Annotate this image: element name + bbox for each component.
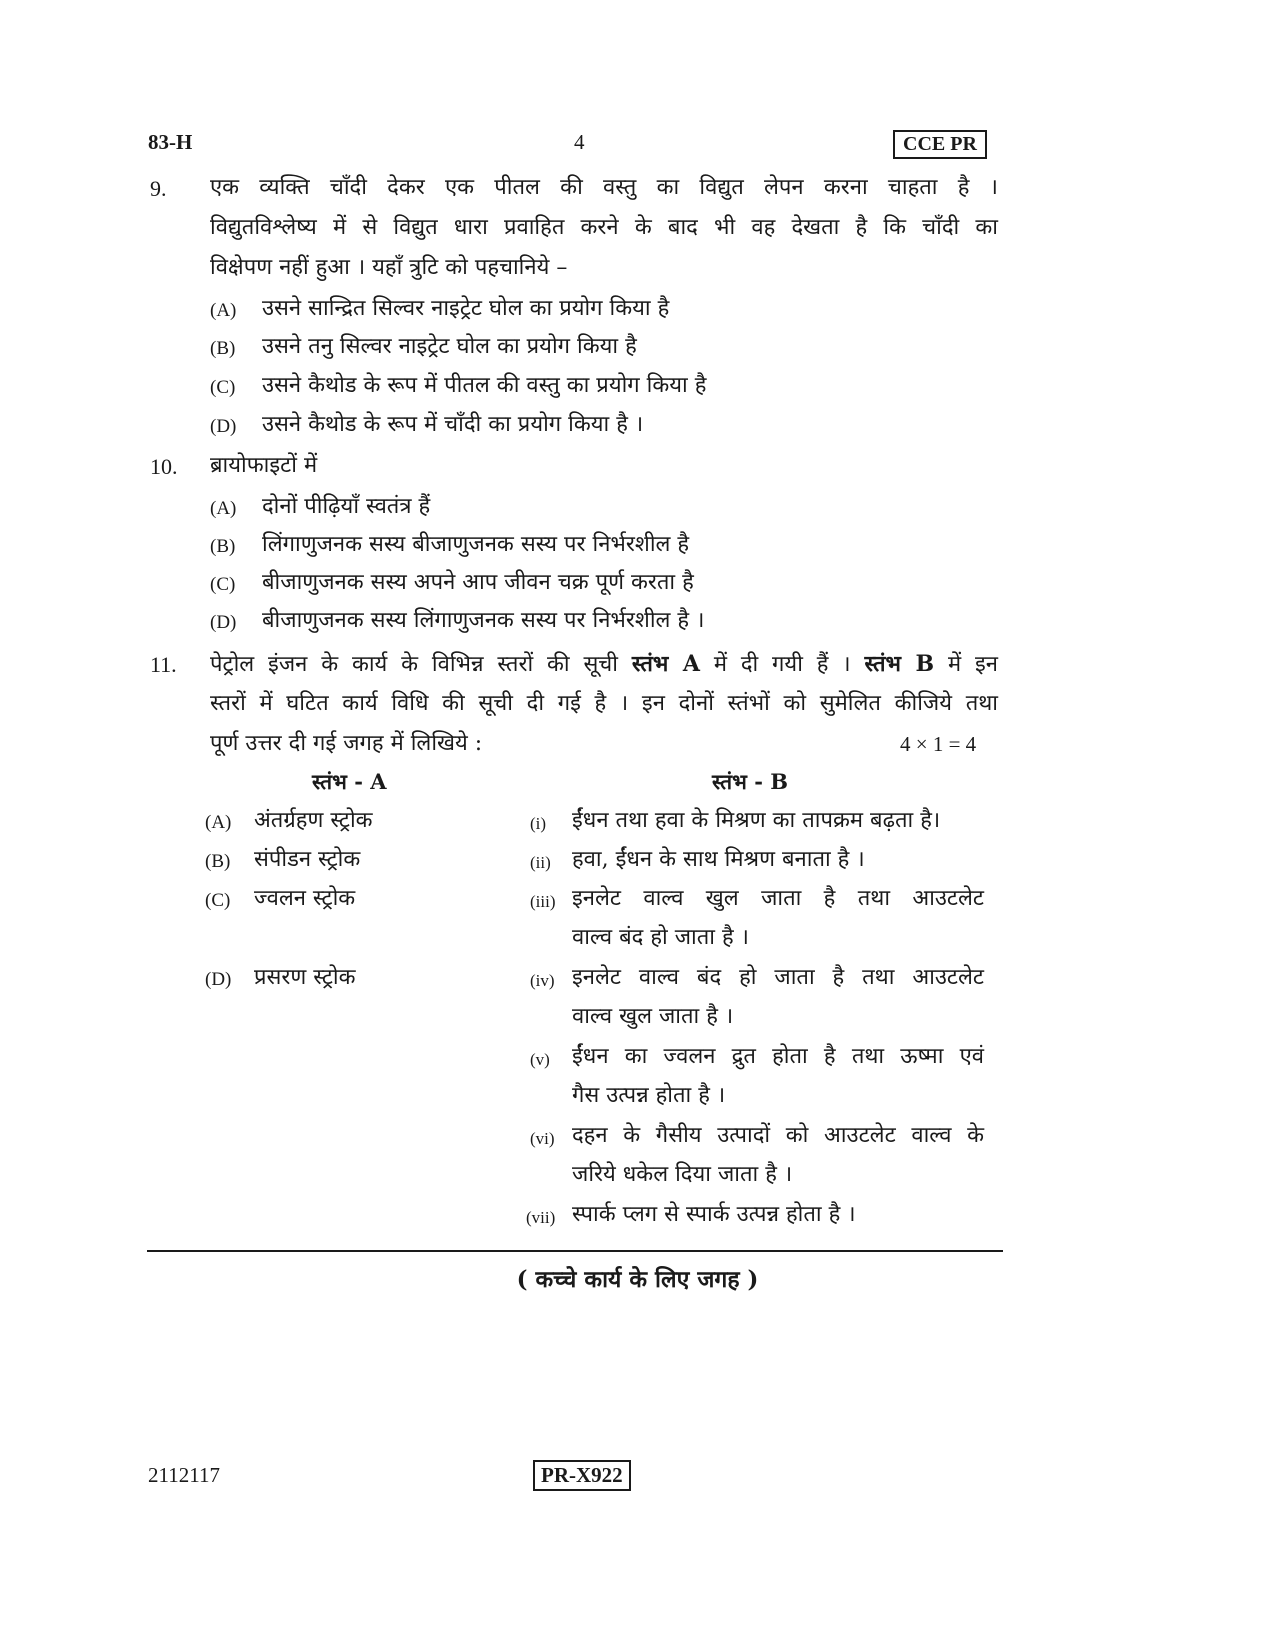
column-b-item: इनलेट वाल्व खुल जाता है तथा आउटलेट <box>572 886 984 911</box>
option-label: (C) <box>210 574 236 595</box>
option-label: (B) <box>210 338 236 359</box>
question-text-line: विक्षेपण नहीं हुआ । यहाँ त्रुटि को पहचानिये – <box>210 255 568 280</box>
column-b-item-cont: वाल्व बंद हो जाता है । <box>572 925 749 950</box>
option-text: लिंगाणुजनक सस्य बीजाणुजनक सस्य पर निर्भरशील है <box>262 532 690 557</box>
question-text: में दी गयी हैं । <box>713 652 851 677</box>
column-ref-a: स्तंभ A <box>631 651 700 677</box>
column-a-item: अंतर्ग्रहण स्ट्रोक <box>254 808 373 833</box>
option-label: (D) <box>210 416 237 437</box>
column-b-item: हवा, ईंधन के साथ मिश्रण बनाता है । <box>572 847 865 872</box>
column-b-label: (iii) <box>530 892 556 911</box>
column-b-label: (v) <box>530 1050 550 1069</box>
series-box: CCE PR <box>893 130 987 159</box>
option-text: बीजाणुजनक सस्य लिंगाणुजनक सस्य पर निर्भरशील है । <box>262 608 705 633</box>
column-b-item: दहन के गैसीय उत्पादों को आउटलेट वाल्व के <box>572 1123 984 1148</box>
column-b-item-cont: गैस उत्पन्न होता है । <box>572 1083 726 1108</box>
footer-code: 2112117 <box>148 1463 220 1487</box>
column-b-item: इनलेट वाल्व बंद हो जाता है तथा आउटलेट <box>572 965 984 990</box>
column-b-label: (ii) <box>530 853 551 872</box>
option-label: (B) <box>210 536 236 557</box>
question-text-line <box>210 644 998 685</box>
column-b-item: स्पार्क प्लग से स्पार्क उत्पन्न होता है । <box>572 1202 856 1227</box>
column-b-label: (iv) <box>530 971 555 990</box>
column-a-label: (C) <box>205 890 231 911</box>
column-a-item: प्रसरण स्ट्रोक <box>254 965 356 990</box>
option-text: उसने कैथोड के रूप में पीतल की वस्तु का प्रयोग किया है <box>262 373 707 398</box>
column-b-heading: स्तंभ - B <box>712 769 788 794</box>
column-b-label: (vii) <box>526 1208 556 1227</box>
question-number: 11. <box>150 652 177 677</box>
question-text: पेट्रोल इंजन के कार्य के विभिन्न स्तरों की सूची <box>210 652 618 677</box>
column-a-item: संपीडन स्ट्रोक <box>254 847 361 872</box>
option-label: (D) <box>210 612 237 633</box>
question-text-line: एक व्यक्ति चाँदी देकर एक पीतल की वस्तु का विद्युत लेपन करना चाहता है । <box>210 175 998 200</box>
question-text-line: विद्युतविश्लेष्य में से विद्युत धारा प्रवाहित करने के बाद भी वह देखता है कि चाँदी का <box>210 215 998 240</box>
column-b-item: ईंधन तथा हवा के मिश्रण का तापक्रम बढ़ता है। <box>572 808 941 833</box>
column-b-item: ईंधन का ज्वलन द्रुत होता है तथा ऊष्मा एवं <box>572 1044 984 1069</box>
option-label: (A) <box>210 300 237 321</box>
question-text-line: पूर्ण उत्तर दी गई जगह में लिखिये : <box>210 731 483 756</box>
option-text: उसने तनु सिल्वर नाइट्रेट घोल का प्रयोग किया है <box>262 334 637 359</box>
option-label: (C) <box>210 377 236 398</box>
column-b-item-cont: वाल्व खुल जाता है । <box>572 1004 734 1029</box>
question-number: 9. <box>150 176 167 201</box>
option-text: बीजाणुजनक सस्य अपने आप जीवन चक्र पूर्ण करता है <box>262 570 694 595</box>
column-b-label: (i) <box>530 814 547 833</box>
option-text: उसने सान्द्रित सिल्वर नाइट्रेट घोल का प्रयोग किया है <box>262 296 670 321</box>
paper-code: 83-H <box>148 130 193 154</box>
footer-series-box: PR-X922 <box>533 1460 631 1491</box>
rough-work-heading: ( कच्चे कार्य के लिए जगह ) <box>516 1266 759 1293</box>
option-label: (A) <box>210 498 237 519</box>
page-number: 4 <box>574 130 585 154</box>
column-a-label: (A) <box>205 812 232 833</box>
column-b-item-cont: जरिये धकेल दिया जाता है । <box>572 1162 793 1187</box>
column-a-item: ज्वलन स्ट्रोक <box>254 886 356 911</box>
option-text: उसने कैथोड के रूप में चाँदी का प्रयोग किया है । <box>262 412 644 437</box>
question-text-line: स्तरों में घटित कार्य विधि की सूची दी गई है । इन दोनों स्तंभों को सुमेलित कीजिये तथा <box>210 691 998 716</box>
column-a-label: (D) <box>205 969 232 990</box>
option-text: दोनों पीढ़ियाँ स्वतंत्र हैं <box>262 494 431 519</box>
divider-line <box>147 1250 1003 1252</box>
question-text-line: ब्रायोफाइटों में <box>210 453 318 478</box>
column-ref-b: स्तंभ B <box>864 651 935 677</box>
marks: 4 × 1 = 4 <box>900 732 977 756</box>
column-a-label: (B) <box>205 851 231 872</box>
column-a-heading: स्तंभ - A <box>312 769 387 794</box>
column-b-label: (vi) <box>530 1129 555 1148</box>
question-number: 10. <box>150 454 178 479</box>
question-text: में इन <box>947 652 998 677</box>
